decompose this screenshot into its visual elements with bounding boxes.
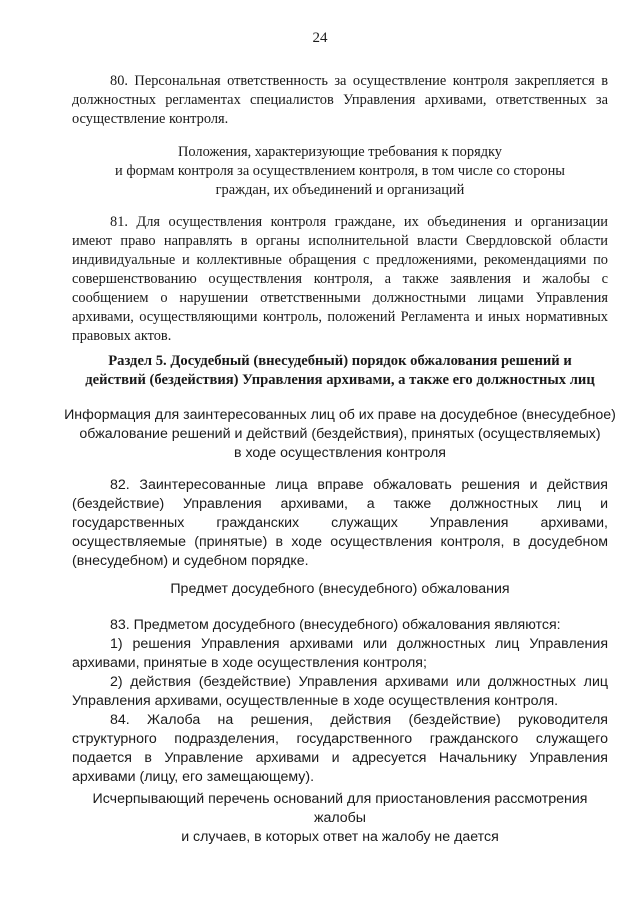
paragraph-80: 80. Персональная ответственность за осуществление контроля закрепляется в должностных регламентах специалистов Управления архивами, ответственных за осуществление контроля.	[72, 73, 608, 127]
paragraph-83: 83. Предметом досудебного (внесудебного) обжалования являются:	[110, 617, 561, 633]
paragraph-83-item-2: 2) действия (бездействие) Управления архивами или должностных лиц Управления архивами, осуществленные в ходе осуществления контроля.	[72, 674, 608, 709]
heading-line: и формам контроля за осуществлением контроля, в том числе со стороны	[115, 163, 565, 179]
paragraph-82: 82. Заинтересованные лица вправе обжаловать решения и действия (бездействие) Управления архивами, а также должностных лиц и государственных гражданских служащих Управления архивами, осуществляемые (принятые) в ходе осуществления контроля, в досудебном (внесудебном) и судебном порядке.	[72, 477, 608, 569]
heading-polozheniya	[72, 143, 608, 200]
paragraph-84: 84. Жалоба на решения, действия (бездействие) руководителя структурного подразделения, государственного гражданского служащего подается в Управление архивами и адресуется Начальнику Управления архивами (лицу, его замещающему).	[72, 712, 608, 785]
heading-perechen	[72, 790, 608, 847]
heading-line: граждан, их объединений и организаций	[215, 182, 465, 198]
page-number: 24	[312, 30, 328, 46]
heading-line: Информация для заинтересованных лиц об их праве на досудебное (внесудебное)	[64, 407, 616, 423]
heading-line: обжалование решений и действий (бездействия), принятых (осуществляемых)	[79, 426, 601, 442]
section-title-line: действий (бездействия) Управления архивами, а также его должностных лиц	[85, 372, 595, 388]
paragraph-81: 81. Для осуществления контроля граждане, их объединения и организации имеют право направлять в органы исполнительной власти Свердловской области индивидуальные и коллективные обращения с предложениями, рекомендациями по совершенствованию осуществления контроля, а также заявления и жалобы с сообщением о нарушении ответственными должностными лицами Управления архивами, осуществляющими контроль, положений Регламента и иных нормативных правовых актов.	[72, 214, 608, 344]
heading-line: в ходе осуществления контроля	[234, 445, 446, 461]
heading-information	[64, 406, 616, 463]
heading-line: Исчерпывающий перечень оснований для приостановления рассмотрения жалобы	[92, 791, 588, 826]
section-title-line: Раздел 5. Досудебный (внесудебный) порядок обжалования решений и	[108, 353, 572, 369]
paragraph-83-item-1: 1) решения Управления архивами или должностных лиц Управления архивами, принятые в ходе осуществления контроля;	[72, 636, 608, 671]
heading-line: и случаев, в которых ответ на жалобу не дается	[181, 829, 499, 845]
heading-line: Положения, характеризующие требования к порядку	[178, 144, 502, 160]
section-5-title	[72, 352, 608, 390]
heading-predmet: Предмет досудебного (внесудебного) обжалования	[170, 581, 510, 597]
